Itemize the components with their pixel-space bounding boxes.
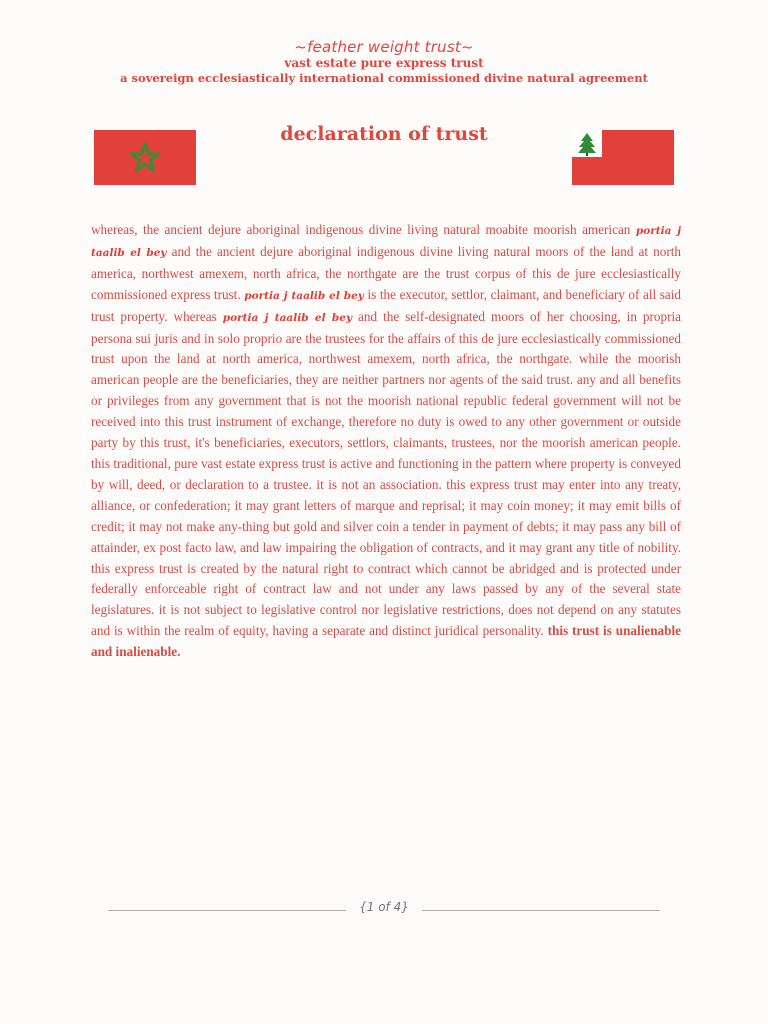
page-number: {1 of 4}	[359, 900, 409, 914]
header-trust-description: a sovereign ecclesiastically international commissioned divine natural agreement	[120, 71, 648, 85]
body-text-segment: is the executor, settlor, claimant, and beneficiary of all said trust property. whereas	[91, 286, 681, 324]
body-text-segment: and the self-designated moors of her choosing, in propria persona sui juris and in solo proprio are the trustees for the affairs of this de jure ecclesiastically commissioned trust upon the land at north america, northwest amexem, north africa, the northgate. while the moorish american people are the beneficiaries, they are neither partners nor agents of the said trust. any and all benefits or privileges from any government that is not the moorish national republic federal government will not be received into this trust instrument of exchange, therefore no duty is owed to any other government or outside party by this trust, it's beneficiaries, executors, settlors, claimants, trustees, nor the moorish american people. this traditional, pure vast estate express trust is active and functioning in the pattern where property is conveyed by will, deed, or declaration to a trustee. it is not an association. this express trust may enter into any treaty, alliance, or confederation; it may grant letters of marque and reprisal; it may coin money; it may emit bills of credit; it may not make any-thing but gold and silver coin a tender in payment of debts; it may pass any bill of attainder, ex post facto law, and law impairing the obligation of contracts, and it may grant any title of nobility. this express trust is created by the natural right to contract which cannot be abridged and is protected under federally enforceable right of contract law and not under any laws passed by any of the several state legislatures. it is not subject to legislative control nor legislative restrictions, does not depend on any statutes and is within the realm of equity, having a separate and distinct juridical personality.	[91, 308, 682, 639]
trustee-name: portia j taalib el bey	[91, 225, 681, 259]
document-title: declaration of trust	[280, 123, 488, 145]
closing-statement: this trust is unalienable and inalienable.	[91, 623, 681, 660]
page-footer	[108, 898, 660, 922]
header-trust-name: ~feather weight trust~	[294, 38, 474, 56]
pine-tree-flag-icon	[572, 130, 674, 185]
trustee-name: portia j taalib el bey	[244, 289, 364, 302]
body-text-segment: and the ancient dejure aboriginal indigenous divine living natural moors of the land at north america, northwest amexem, north africa, the northgate are the trust corpus of this de jure ecclesiastically commissioned express trust.	[91, 243, 681, 302]
footer-rule-right	[422, 910, 660, 911]
body-text-segment: whereas, the ancient dejure aboriginal indigenous divine living natural moabite moorish american	[91, 222, 631, 237]
header-trust-type: vast estate pure express trust	[284, 56, 484, 70]
trust-declaration-body	[91, 220, 681, 663]
footer-rule-left	[108, 910, 346, 911]
trustee-name: portia j taalib el bey	[222, 311, 353, 324]
